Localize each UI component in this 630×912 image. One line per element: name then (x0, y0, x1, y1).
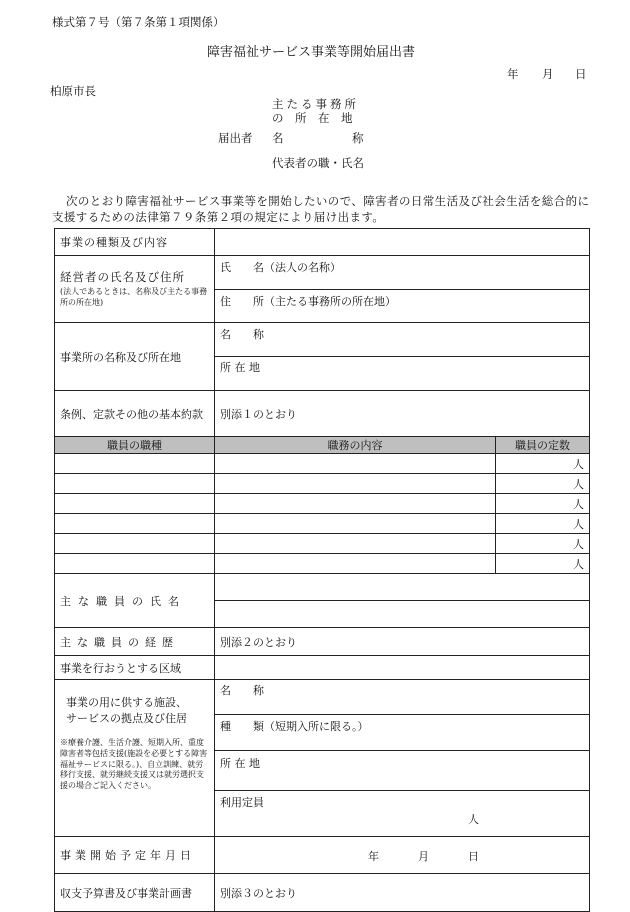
staff-duty-field[interactable] (215, 454, 496, 474)
office-label: 事業所の名称及び所在地 (55, 323, 215, 391)
start-date-field[interactable] (215, 837, 590, 874)
regulations-label: 条例、定款その他の基本約款 (55, 391, 215, 437)
operator-name-label: 氏 名（法人の名称） (220, 261, 341, 274)
staff-type-field[interactable] (55, 534, 215, 554)
form-number: 様式第７号（第７条第１項関係） (52, 15, 225, 29)
regulations-value: 別添１のとおり (215, 391, 590, 437)
staff-type-field[interactable] (55, 494, 215, 514)
operator-label: 経営者の氏名及び住所 (60, 270, 185, 285)
facility-name-field[interactable] (215, 680, 589, 715)
office-name-field[interactable] (215, 323, 589, 357)
staff-duty-field[interactable] (215, 474, 496, 494)
staff-count-unit[interactable]: 人 (496, 534, 590, 554)
operator-note: (法人であるときは、名称及び主たる事務所の所在地) (60, 287, 208, 307)
facility-note: ※療養介護、生活介護、短期入所、重度障害者等包括支援(施設を必要とする障害福祉サービスに限る。)、自立訓練、就労移行支援、就労継続支援又は就労選択支援の場合ご記入ください。 (60, 738, 208, 791)
staff-row (55, 554, 590, 574)
start-day-label: 日 (468, 850, 479, 863)
main-staff-name-field[interactable] (215, 601, 589, 627)
staff-duty-field[interactable] (215, 514, 496, 534)
staff-count-unit[interactable]: 人 (496, 454, 590, 474)
staff-count-unit[interactable]: 人 (496, 514, 590, 534)
date-month-label: 月 (542, 67, 554, 81)
staff-duty-field[interactable] (215, 554, 496, 574)
staff-duty-field[interactable] (215, 494, 496, 514)
facility-address-field[interactable] (215, 751, 589, 791)
date-day-label: 日 (575, 67, 587, 81)
office-location-line1: 主たる事務所 (272, 97, 359, 111)
facility-label-cell (55, 680, 215, 837)
office-name-label: 名 称 (220, 328, 264, 341)
main-staff-names-fields (215, 574, 590, 628)
staff-type-field[interactable] (55, 454, 215, 474)
date-year-label: 年 (507, 67, 519, 81)
office-address-label: 所 在 地 (220, 361, 260, 374)
facility-label-line2: サービスの拠点及び住居 (66, 712, 187, 725)
staff-count-unit[interactable]: 人 (496, 494, 590, 514)
main-staff-names-label: 主な職員の氏名 (55, 574, 215, 628)
staff-row (55, 474, 590, 494)
staff-header-count: 職員の定数 (496, 437, 590, 454)
staff-count-unit[interactable]: 人 (496, 554, 590, 574)
operator-address-field[interactable] (215, 290, 589, 322)
facility-label-line1: 事業の用に供する施設、 (66, 696, 187, 709)
start-year-label: 年 (368, 850, 379, 863)
facility-capacity-unit: 人 (468, 813, 479, 826)
facility-type-label: 種 類（短期入所に限る。） (220, 720, 369, 733)
notifier-name-label: 名 (272, 131, 284, 145)
notifier-name-label2: 称 (352, 131, 364, 145)
facility-name-label: 名 称 (220, 684, 264, 697)
facility-capacity-label: 利用定員 (220, 796, 264, 809)
notification-table (54, 228, 590, 912)
staff-duty-field[interactable] (215, 534, 496, 554)
staff-type-field[interactable] (55, 514, 215, 534)
facility-address-label: 所 在 地 (220, 757, 260, 770)
facility-fields (215, 680, 590, 837)
operator-fields (215, 256, 590, 323)
representative-label: 代表者の職・氏名 (272, 156, 364, 170)
service-area-label: 事業を行おうとする区域 (55, 656, 215, 680)
addressee: 柏原市長 (50, 84, 96, 98)
staff-type-field[interactable] (55, 554, 215, 574)
document-title: 障害福祉サービス事業等開始届出書 (207, 45, 416, 60)
staff-row (55, 454, 590, 474)
main-staff-career-value: 別添２のとおり (215, 628, 590, 656)
operator-label-cell (55, 256, 215, 323)
staff-count-unit[interactable]: 人 (496, 474, 590, 494)
office-fields (215, 323, 590, 391)
staff-row (55, 494, 590, 514)
notifier-label: 届出者 (218, 131, 253, 145)
staff-row (55, 514, 590, 534)
start-month-label: 月 (418, 850, 429, 863)
budget-label: 収支予算書及び事業計画書 (55, 874, 215, 912)
staff-header-duty: 職務の内容 (215, 437, 496, 454)
business-type-field[interactable] (215, 229, 590, 256)
main-staff-career-label: 主な職員の経歴 (55, 628, 215, 656)
facility-capacity-field[interactable] (215, 791, 589, 836)
service-area-field[interactable] (215, 656, 590, 680)
operator-address-label: 住 所（主たる事務所の所在地） (220, 295, 396, 308)
declaration-text: 次のとおり障害福祉サービス事業等を開始したいので、障害者の日常生活及び社会生活を総合的に支援するための法律第７９条第２項の規定により届け出ます。 (52, 194, 590, 224)
budget-value: 別添３のとおり (215, 874, 590, 912)
staff-type-field[interactable] (55, 474, 215, 494)
office-address-field[interactable] (215, 357, 589, 390)
main-staff-name-field[interactable] (215, 574, 589, 601)
business-type-label: 事業の種類及び内容 (55, 229, 215, 256)
office-location-line2: の 所 在 地 (272, 111, 353, 125)
facility-type-field[interactable] (215, 715, 589, 751)
staff-header-type: 職員の職種 (55, 437, 215, 454)
staff-row (55, 534, 590, 554)
operator-name-field[interactable] (215, 256, 589, 290)
start-date-label: 事業開始予定年月日 (55, 837, 215, 874)
